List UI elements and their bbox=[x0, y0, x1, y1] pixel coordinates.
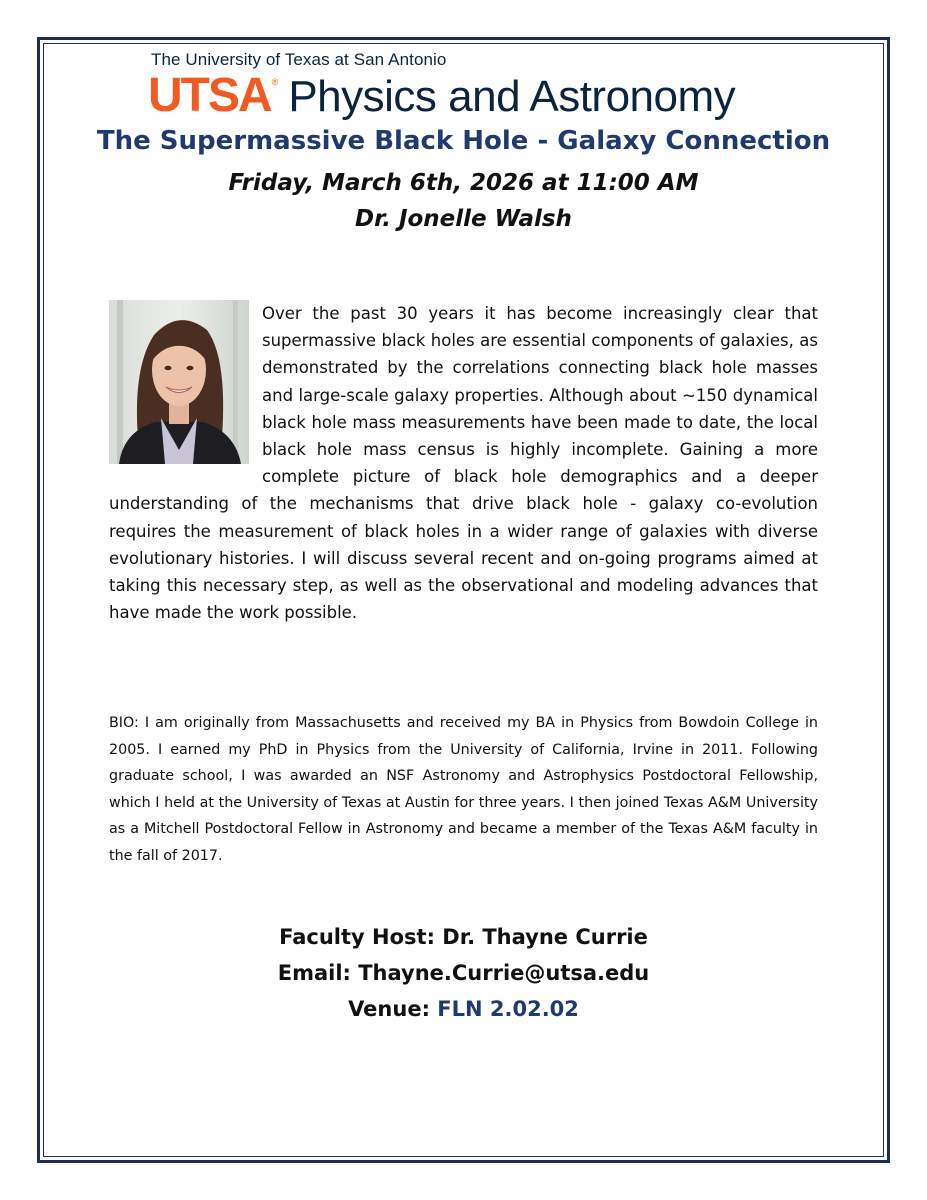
venue bbox=[0, 997, 927, 1021]
registered-mark: ® bbox=[271, 77, 279, 87]
speaker-bio: BIO: I am originally from Massachusetts and received my BA in Physics from Bowdoin College in 2005. I earned my PhD in Physics from the University of California, Irvine in 2011. Following graduate school, I was awarded an NSF Astronomy and Astrophysics Postdoctoral Fellowship, which I held at the University of Texas at Austin for three years. I then joined Texas A&M University as a Mitchell Postdoctoral Fellow in Astronomy and became a member of the Texas A&M faculty in the fall of 2017. bbox=[109, 715, 818, 864]
event-datetime: Friday, March 6th, 2026 at 11:00 AM bbox=[228, 170, 699, 196]
department-name: Physics and Astronomy bbox=[288, 72, 736, 121]
speaker-name: Dr. Jonelle Walsh bbox=[355, 206, 572, 232]
venue-room: FLN 2.02.02 bbox=[437, 997, 579, 1021]
logo-mark: UTSA bbox=[148, 69, 271, 122]
abstract-text: Over the past 30 years it has become increasingly clear that supermassive black holes are essential components of galaxies, as demonstrated by the correlations connecting black hole masses and large-scale galaxy properties. Although about ~150 dynamical black hole mass measurements have been made to date, the local black hole mass census is highly incomplete. Gaining a more complete picture of black hole demographics and a deeper understanding of the mechanisms that drive black hole - galaxy co-evolution requires the measurement of black holes in a wider range of galaxies with diverse evolutionary histories. I will discuss several recent and on-going programs aimed at taking this necessary step, as well as the observational and modeling advances that have made the work possible. bbox=[109, 304, 818, 623]
speaker-photo bbox=[109, 300, 249, 464]
event-title: The Supermassive Black Hole - Galaxy Connection bbox=[96, 126, 831, 156]
abstract-section bbox=[109, 300, 818, 626]
faculty-host: Faculty Host: Dr. Thayne Currie bbox=[279, 925, 648, 949]
venue-label: Venue: bbox=[348, 997, 438, 1021]
host-email: Email: Thayne.Currie@utsa.edu bbox=[277, 961, 650, 985]
university-name: The University of Texas at San Antonio bbox=[151, 50, 447, 69]
utsa-logo bbox=[148, 66, 735, 126]
